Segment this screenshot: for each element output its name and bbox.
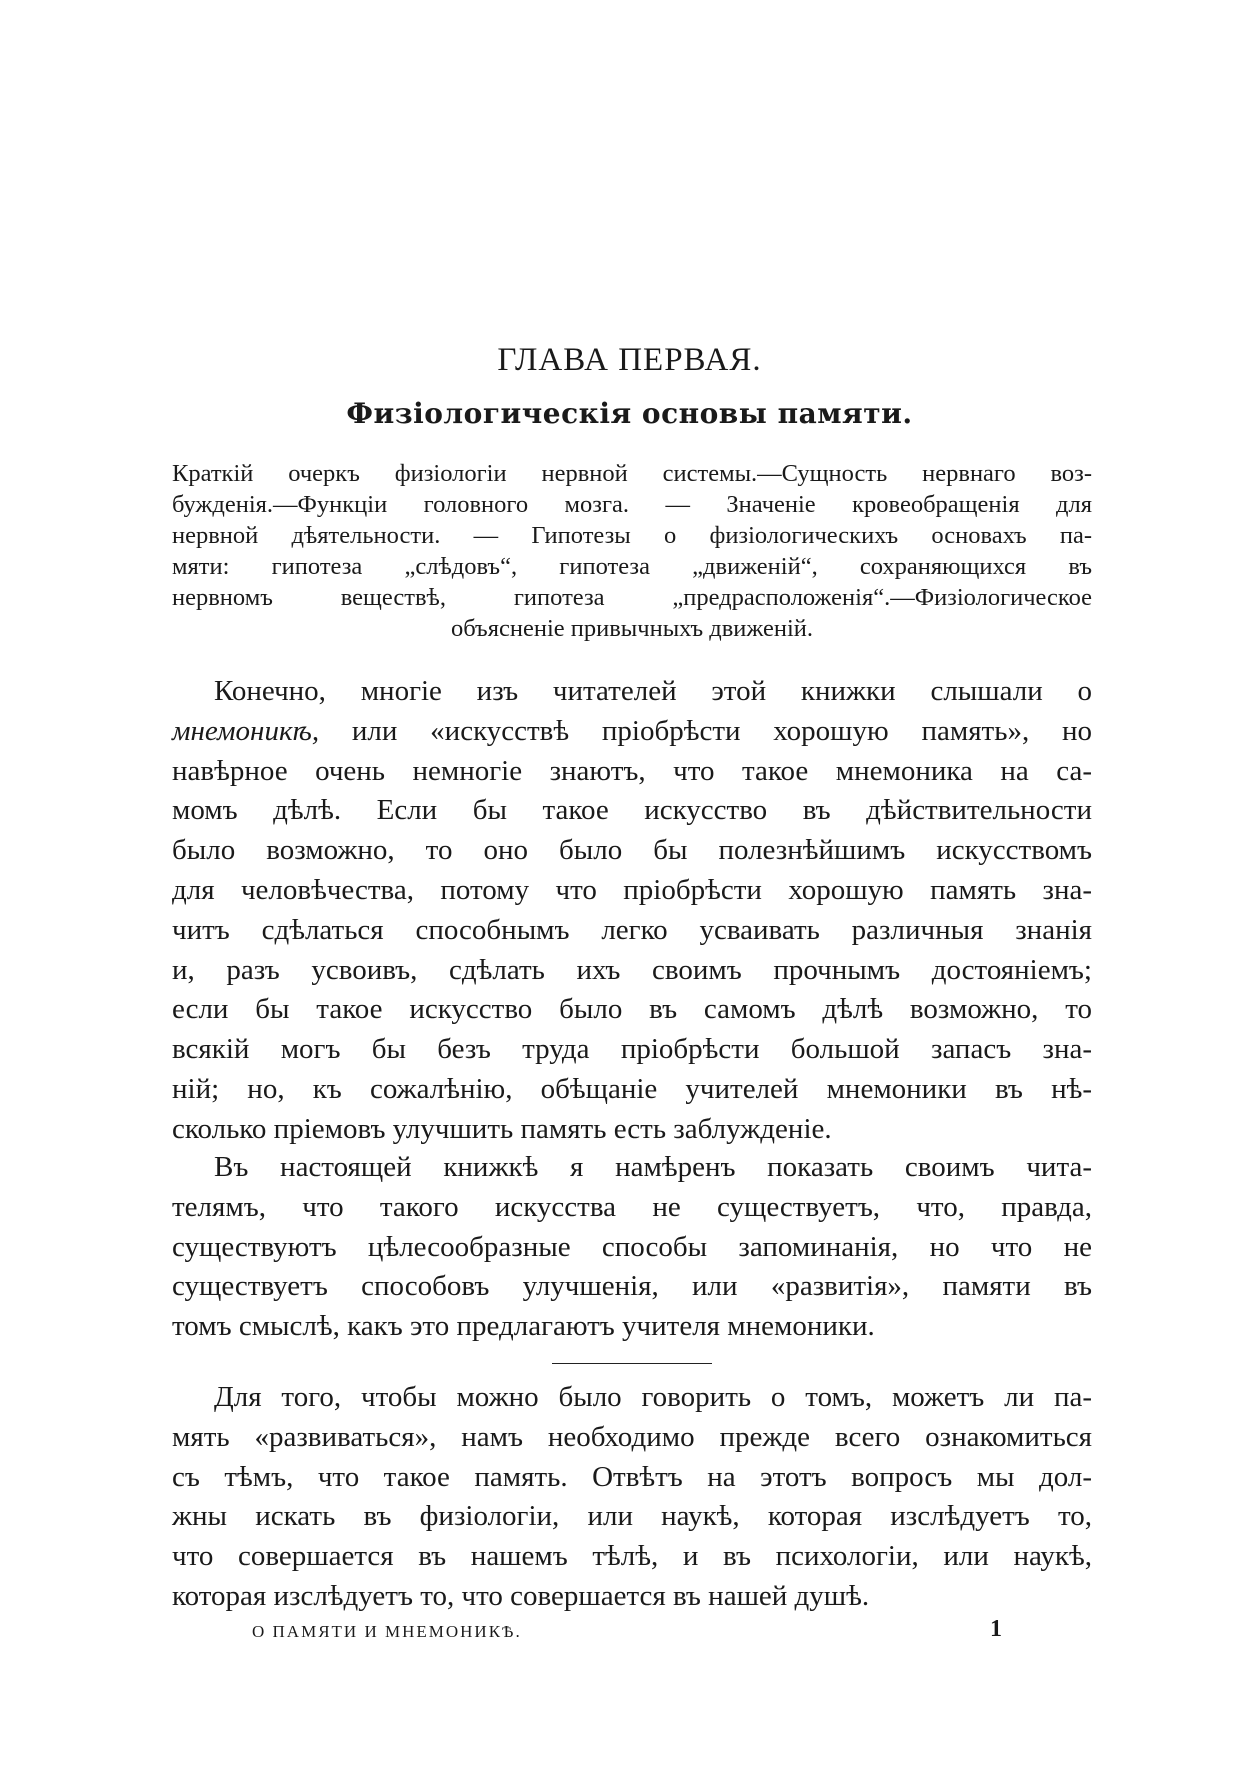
text-line: которая изслѣдуетъ то, что совершается въ нашей душѣ. (172, 1579, 870, 1612)
text-line: Конечно, многiе изъ читателей этой книжки слышали о (214, 675, 1092, 707)
section-divider (552, 1363, 712, 1364)
paragraph-1 (172, 672, 1092, 1150)
text-line: что совершается въ нашемъ тѣлѣ, и въ психологiи, или наукѣ, (172, 1540, 1092, 1573)
summary-line: объясненiе привычныхъ движенiй. (450, 615, 814, 642)
text-line (172, 712, 1092, 752)
summary-line: нервномъ веществѣ, гипотеза „предрасположенiя“.—Физiологическое (172, 584, 1092, 611)
text-line: мять «развиваться», намъ необходимо прежде всего ознакомиться (172, 1420, 1092, 1453)
summary-line: Краткiй очеркъ физiологiи нервной системы.—Сущность нервнаго воз- (172, 460, 1092, 487)
text-line: существуютъ цѣлесообразные способы запоминанiя, но что не (172, 1230, 1092, 1263)
text-line: момъ дѣлѣ. Если бы такое искусство въ дѣйствительности (172, 794, 1092, 827)
text-line: было возможно, то оно было бы полезнѣйшимъ искусствомъ (172, 834, 1092, 867)
summary-line: нервной дѣятельности. — Гипотезы о физiологическихъ основахъ па- (172, 522, 1092, 549)
text-line: жны искать въ физiологiи, или наукѣ, которая изслѣдуетъ то, (172, 1500, 1092, 1533)
text-line: сколько прiемовъ улучшить память есть заблужденiе. (172, 1112, 832, 1145)
text-line: если бы такое искусство было въ самомъ дѣлѣ возможно, то (172, 993, 1092, 1026)
chapter-heading: ГЛАВА ПЕРВАЯ. (497, 342, 762, 378)
chapter-title: Физiологическiя основы памяти. (346, 397, 913, 430)
text-line: телямъ, что такого искусства не существуетъ, что, правда, (172, 1190, 1092, 1223)
text-line: для человѣчества, потому что прiобрѣсти хорошую память зна- (172, 873, 1092, 906)
text-line: Для того, чтобы можно было говорить о томъ, можетъ ли па- (214, 1381, 1092, 1413)
text-line: навѣрное очень немногiе знаютъ, что такое мнемоника на са- (172, 754, 1092, 787)
text-fragment: или «искусствѣ прiобрѣсти хорошую память», но (319, 714, 1092, 747)
text-line: читъ сдѣлаться способнымъ легко усваивать различныя знанiя (172, 913, 1092, 946)
paragraph-2 (172, 1148, 1092, 1347)
text-line: томъ смыслѣ, какъ это предлагаютъ учителя мнемоники. (172, 1310, 875, 1343)
italic-term: мнемоникѣ, (172, 714, 320, 747)
page-number: 1 (990, 1616, 1002, 1642)
paragraph-3 (172, 1378, 1092, 1617)
text-line: существуетъ способовъ улучшенiя, или «развитiя», памяти въ (172, 1270, 1092, 1303)
text-line: всякiй могъ бы безъ труда прiобрѣсти большой запасъ зна- (172, 1033, 1092, 1066)
text-line: съ тѣмъ, что такое память. Отвѣтъ на этотъ вопросъ мы дол- (172, 1460, 1092, 1493)
summary-line: мяти: гипотеза „слѣдовъ“, гипотеза „движенiй“, сохраняющихся въ (172, 553, 1092, 580)
text-line: нiй; но, къ сожалѣнiю, обѣщанiе учителей мнемоники въ нѣ- (172, 1072, 1092, 1105)
text-line: Въ настоящей книжкѣ я намѣренъ показать своимъ чита- (214, 1151, 1092, 1183)
summary-line: бужденiя.—Функцiи головного мозга. — Значенiе кровеобращенiя для (172, 491, 1092, 518)
text-line: и, разъ усвоивъ, сдѣлать ихъ своимъ прочнымъ достоянiемъ; (172, 953, 1092, 986)
footer-signature: О ПАМЯТИ И МНЕМОНИКѢ. (252, 1622, 522, 1641)
chapter-summary (172, 458, 1092, 644)
